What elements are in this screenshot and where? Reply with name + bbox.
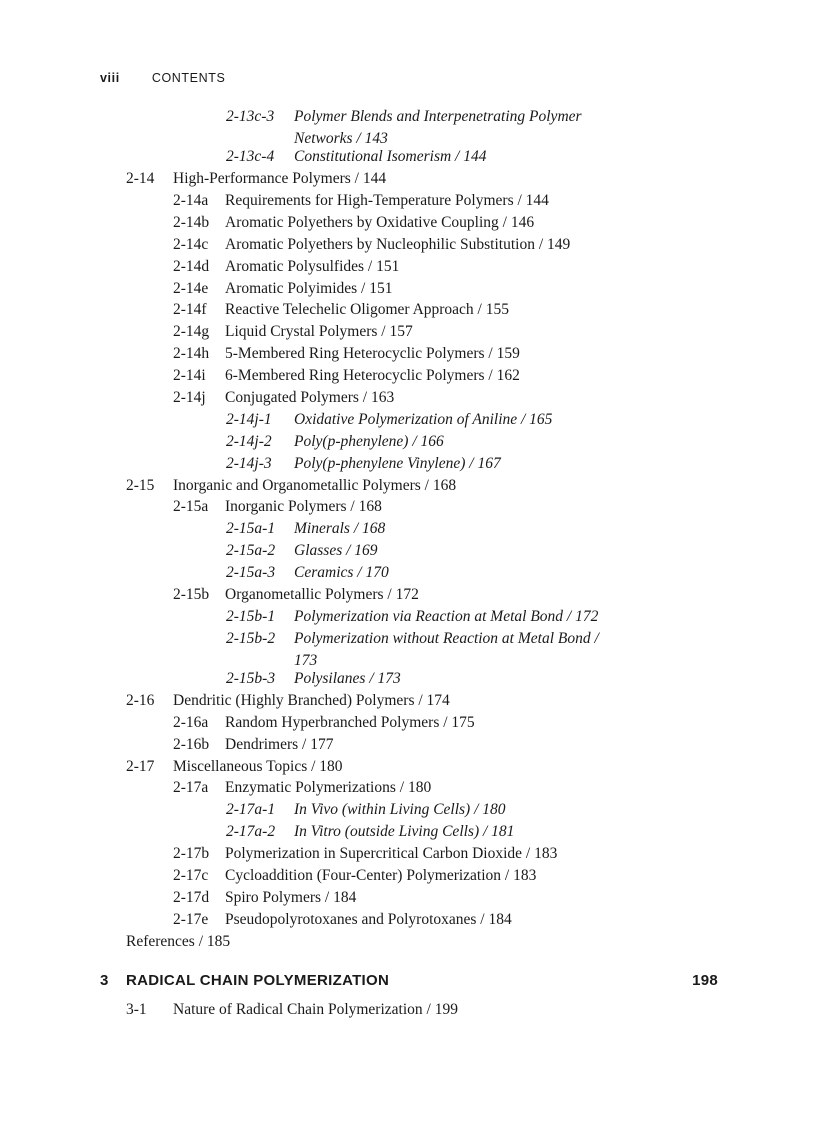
toc-entry-title: Oxidative Polymerization of Aniline / 165 xyxy=(294,410,553,428)
toc-entry-number: 2-17a-2 xyxy=(226,823,276,841)
toc-entry-title: Random Hyperbranched Polymers / 175 xyxy=(225,713,475,731)
toc-entry xyxy=(0,999,816,1021)
toc-entry xyxy=(0,146,816,168)
toc-entry-number: 2-17a-1 xyxy=(226,801,276,819)
toc-entry xyxy=(0,628,816,668)
toc-entry-title: Poly(p-phenylene) / 166 xyxy=(294,432,444,450)
toc-entry xyxy=(0,299,816,321)
toc-entry xyxy=(0,887,816,909)
toc-entry-title: Ceramics / 170 xyxy=(294,564,389,582)
toc-entry xyxy=(0,387,816,409)
toc-entry-title: Nature of Radical Chain Polymerization / 199 xyxy=(173,1000,458,1018)
toc-entry-number: 2-15 xyxy=(126,476,155,494)
toc-entry xyxy=(0,843,816,865)
toc-entry xyxy=(0,562,816,584)
toc-entry-title: High-Performance Polymers / 144 xyxy=(173,170,387,188)
toc-entry xyxy=(0,756,816,778)
toc-entry-number: 2-14j-3 xyxy=(226,454,272,472)
page-number: viii xyxy=(100,71,120,85)
toc-entry-number: 2-16a xyxy=(173,713,209,731)
toc-entry-title: Dendrimers / 177 xyxy=(225,735,334,753)
toc-entry xyxy=(0,496,816,518)
toc-entry-number: 2-15b-2 xyxy=(226,629,276,647)
toc-entry xyxy=(0,106,816,146)
toc-entry-title: Dendritic (Highly Branched) Polymers / 174 xyxy=(173,691,450,709)
toc-entry-number: 2-13c-4 xyxy=(226,148,275,166)
toc-entry-number: 2-14a xyxy=(173,191,209,209)
toc-entry-number: 2-17a xyxy=(173,779,209,797)
toc-entry-title: Constitutional Isomerism / 144 xyxy=(294,148,487,166)
toc-entry-title: Conjugated Polymers / 163 xyxy=(225,388,395,406)
toc-entry-title: Aromatic Polyethers by Oxidative Coupling / 146 xyxy=(225,213,535,231)
running-header xyxy=(100,71,225,85)
toc-section-3 xyxy=(0,999,816,1021)
toc-entry xyxy=(0,690,816,712)
toc-entry xyxy=(0,234,816,256)
toc-entry-title: Miscellaneous Topics / 180 xyxy=(173,757,343,775)
toc-entry-title: Aromatic Polysulfides / 151 xyxy=(225,257,400,275)
toc-entry xyxy=(0,190,816,212)
toc-entry-title: Polymerization without Reaction at Metal Bond / 173 xyxy=(294,629,599,669)
toc-entry-title: Glasses / 169 xyxy=(294,542,378,560)
toc-entry-number: 2-14i xyxy=(173,367,206,385)
toc-entry xyxy=(0,865,816,887)
toc-entry xyxy=(0,540,816,562)
toc-entry-title: Cycloaddition (Four-Center) Polymerization / 183 xyxy=(225,866,537,884)
toc-entry-number: 2-14c xyxy=(173,235,209,253)
toc-entry xyxy=(0,909,816,931)
toc-entry-title: Inorganic and Organometallic Polymers / 168 xyxy=(173,476,457,494)
toc-entry-number: 2-14j-1 xyxy=(226,410,272,428)
toc-entry-number: 2-14j-2 xyxy=(226,432,272,450)
toc-entry-number: 2-14j xyxy=(173,388,206,406)
toc-entry xyxy=(0,668,816,690)
toc-entry xyxy=(0,212,816,234)
toc-entry xyxy=(0,343,816,365)
toc-entry-title: Liquid Crystal Polymers / 157 xyxy=(225,323,413,341)
toc-entry-title: Requirements for High-Temperature Polymers / 144 xyxy=(225,191,549,209)
toc-entry-number: 2-15b-3 xyxy=(226,669,276,687)
toc-entry xyxy=(0,256,816,278)
toc-entry xyxy=(0,321,816,343)
toc-entry xyxy=(0,453,816,475)
toc-entry-title: Polymerization in Supercritical Carbon Dioxide / 183 xyxy=(225,845,558,863)
toc-entry xyxy=(0,606,816,628)
toc-entry xyxy=(0,584,816,606)
toc-entry-title: Polysilanes / 173 xyxy=(294,669,401,687)
toc-entry-number: 2-17 xyxy=(126,757,155,775)
toc-entry xyxy=(0,365,816,387)
toc-entry xyxy=(0,734,816,756)
toc-entry-title: In Vivo (within Living Cells) / 180 xyxy=(294,801,506,819)
toc-entry-number: 2-15a-2 xyxy=(226,542,276,560)
toc-entry xyxy=(0,168,816,190)
toc-entry-number: 2-14b xyxy=(173,213,210,231)
toc-entry-number: 2-17c xyxy=(173,866,209,884)
toc-entry xyxy=(0,475,816,497)
toc-entry-number: 2-16b xyxy=(173,735,210,753)
toc-entry-title: Minerals / 168 xyxy=(294,520,386,538)
toc-entry-number: 2-15a xyxy=(173,498,209,516)
chapter-title: RADICAL CHAIN POLYMERIZATION xyxy=(126,971,390,989)
toc-entry-title: References / 185 xyxy=(126,932,231,950)
toc-entry-number: 2-14e xyxy=(173,279,209,297)
toc-entry-title: Poly(p-phenylene Vinylene) / 167 xyxy=(294,454,501,472)
toc-entry-number: 2-17e xyxy=(173,910,209,928)
toc-entry xyxy=(0,431,816,453)
toc-entry-title: Enzymatic Polymerizations / 180 xyxy=(225,779,432,797)
toc-entry-number: 2-15b-1 xyxy=(226,607,276,625)
toc-entry-number: 2-17b xyxy=(173,845,210,863)
chapter-number: 3 xyxy=(100,971,109,989)
table-of-contents xyxy=(0,106,816,1020)
toc-entry-number: 2-14g xyxy=(173,323,210,341)
toc-entry-title: Aromatic Polyethers by Nucleophilic Substitution / 149 xyxy=(225,235,571,253)
toc-entry xyxy=(0,799,816,821)
toc-entry-title: 6-Membered Ring Heterocyclic Polymers / 162 xyxy=(225,367,520,385)
running-title: CONTENTS xyxy=(151,71,226,85)
toc-entry-title: Spiro Polymers / 184 xyxy=(225,888,357,906)
toc-entry-number: 3-1 xyxy=(126,1000,147,1018)
toc-entry-title: In Vitro (outside Living Cells) / 181 xyxy=(294,823,515,841)
toc-entry-number: 2-16 xyxy=(126,691,155,709)
toc-entry-title: Reactive Telechelic Oligomer Approach / 155 xyxy=(225,301,509,319)
toc-entry xyxy=(0,278,816,300)
toc-entry-number: 2-14h xyxy=(173,345,210,363)
toc-entry xyxy=(0,409,816,431)
toc-entry-title: 5-Membered Ring Heterocyclic Polymers / 159 xyxy=(225,345,520,363)
toc-entry-number: 2-15a-3 xyxy=(226,564,276,582)
toc-entry xyxy=(0,777,816,799)
toc-entry xyxy=(0,821,816,843)
toc-entry-number: 2-14d xyxy=(173,257,210,275)
toc-entry-title: Organometallic Polymers / 172 xyxy=(225,586,419,603)
toc-entry-number: 2-15b xyxy=(173,586,210,603)
toc-entry-title: Polymer Blends and Interpenetrating Polymer Networks / 143 xyxy=(294,108,582,147)
toc-section-2 xyxy=(0,106,816,953)
chapter-page: 198 xyxy=(692,971,718,989)
toc-entry-title: Inorganic Polymers / 168 xyxy=(225,498,382,516)
toc-entry-number: 2-13c-3 xyxy=(226,108,275,125)
toc-entry-title: Polymerization via Reaction at Metal Bond / 172 xyxy=(294,607,599,625)
toc-entry-title: Pseudopolyrotoxanes and Polyrotoxanes / 184 xyxy=(225,910,512,928)
toc-entry-number: 2-14 xyxy=(126,170,155,188)
toc-entry xyxy=(0,712,816,734)
toc-entry-number: 2-17d xyxy=(173,888,210,906)
toc-entry-number: 2-14f xyxy=(173,301,207,319)
toc-entry xyxy=(0,518,816,540)
references-entry xyxy=(0,931,816,953)
toc-entry-number: 2-15a-1 xyxy=(226,520,276,538)
toc-entry-title: Aromatic Polyimides / 151 xyxy=(225,279,393,297)
chapter-heading xyxy=(0,953,816,999)
